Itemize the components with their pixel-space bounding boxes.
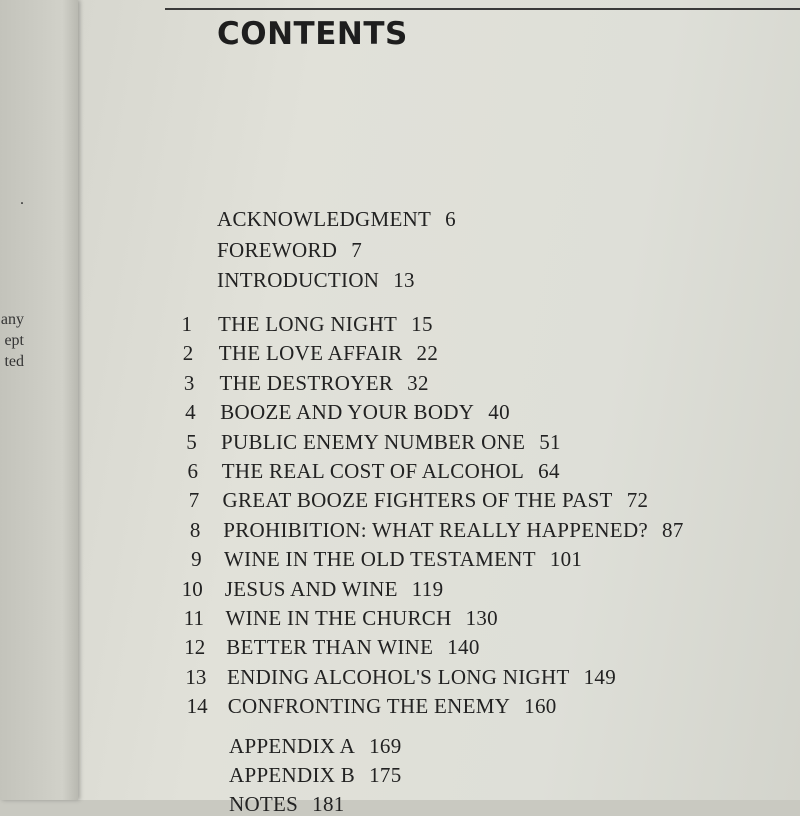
entry-title: WINE IN THE OLD TESTAMENT 101 <box>224 547 583 572</box>
page-number: 101 <box>549 547 583 572</box>
chapter-number: 4 <box>185 400 196 425</box>
page-number: 13 <box>393 268 415 292</box>
page-number: 32 <box>407 370 429 395</box>
entry-title: ENDING ALCOHOL'S LONG NIGHT 149 <box>227 664 617 689</box>
page-title: CONTENTS <box>217 16 408 52</box>
page-number: 15 <box>411 312 433 336</box>
chapter-number: 5 <box>186 429 197 454</box>
chapter-number: 8 <box>189 517 201 542</box>
chapter-number: 13 <box>185 664 207 689</box>
entry-title: THE REAL COST OF ALCOHOL 64 <box>221 459 560 483</box>
entry-title: THE LONG NIGHT 15 <box>218 312 433 336</box>
page-number: 87 <box>662 517 684 542</box>
chapter-number: 10 <box>181 576 203 601</box>
page-number: 40 <box>488 400 510 425</box>
page-number: 6 <box>445 207 456 231</box>
entry-title: THE LOVE AFFAIR 22 <box>218 341 439 366</box>
left-page <box>0 0 78 800</box>
page-number: 51 <box>539 429 561 454</box>
chapter-number: 3 <box>183 370 195 395</box>
left-page-fragment: any <box>0 311 24 328</box>
header-rule <box>165 8 800 10</box>
page-number: 64 <box>538 459 560 483</box>
entry-title: GREAT BOOZE FIGHTERS OF THE PAST 72 <box>222 488 649 513</box>
page-number: 175 <box>369 763 402 787</box>
left-page-fragment: ept <box>4 332 24 349</box>
chapter-number: 14 <box>186 694 208 719</box>
entry-title: JESUS AND WINE 119 <box>224 576 444 601</box>
entry-title: APPENDIX A 169 <box>229 734 402 758</box>
entry-title: NOTES 181 <box>229 792 345 816</box>
chapter-number: 9 <box>191 547 202 572</box>
page-number: 149 <box>583 664 617 689</box>
page-number: 169 <box>369 734 402 758</box>
page-number: 130 <box>465 606 498 630</box>
page-number: 72 <box>626 488 649 513</box>
chapter-number: 2 <box>182 341 194 366</box>
chapter-number: 12 <box>184 635 206 660</box>
chapter-number: 7 <box>188 488 200 513</box>
entry-title: CONFRONTING THE ENEMY 160 <box>227 694 557 719</box>
entry-title: FOREWORD 7 <box>217 238 363 262</box>
entry-title: INTRODUCTION 13 <box>217 268 415 292</box>
entry-title: ACKNOWLEDGMENT 6 <box>217 207 456 231</box>
chapter-number: 11 <box>183 606 204 630</box>
page-number: 140 <box>447 635 480 660</box>
page-number: 160 <box>524 694 557 719</box>
entry-title: BETTER THAN WINE 140 <box>226 635 480 660</box>
left-page-fragment: ted <box>4 353 24 370</box>
page-number: 119 <box>411 576 444 601</box>
entry-title: BOOZE AND YOUR BODY 40 <box>220 400 510 425</box>
entry-title: PUBLIC ENEMY NUMBER ONE 51 <box>221 429 561 454</box>
left-page-dot: . <box>20 191 24 208</box>
chapter-number: 6 <box>187 459 198 483</box>
entry-title: THE DESTROYER 32 <box>219 370 429 395</box>
entry-title: WINE IN THE CHURCH 130 <box>225 606 498 630</box>
entry-title: APPENDIX B 175 <box>229 763 402 787</box>
page-number: 181 <box>312 792 345 816</box>
page-number: 7 <box>351 238 363 262</box>
chapter-number: 1 <box>181 312 192 336</box>
entry-title: PROHIBITION: WHAT REALLY HAPPENED? 87 <box>223 517 684 542</box>
page-number: 22 <box>416 341 439 366</box>
